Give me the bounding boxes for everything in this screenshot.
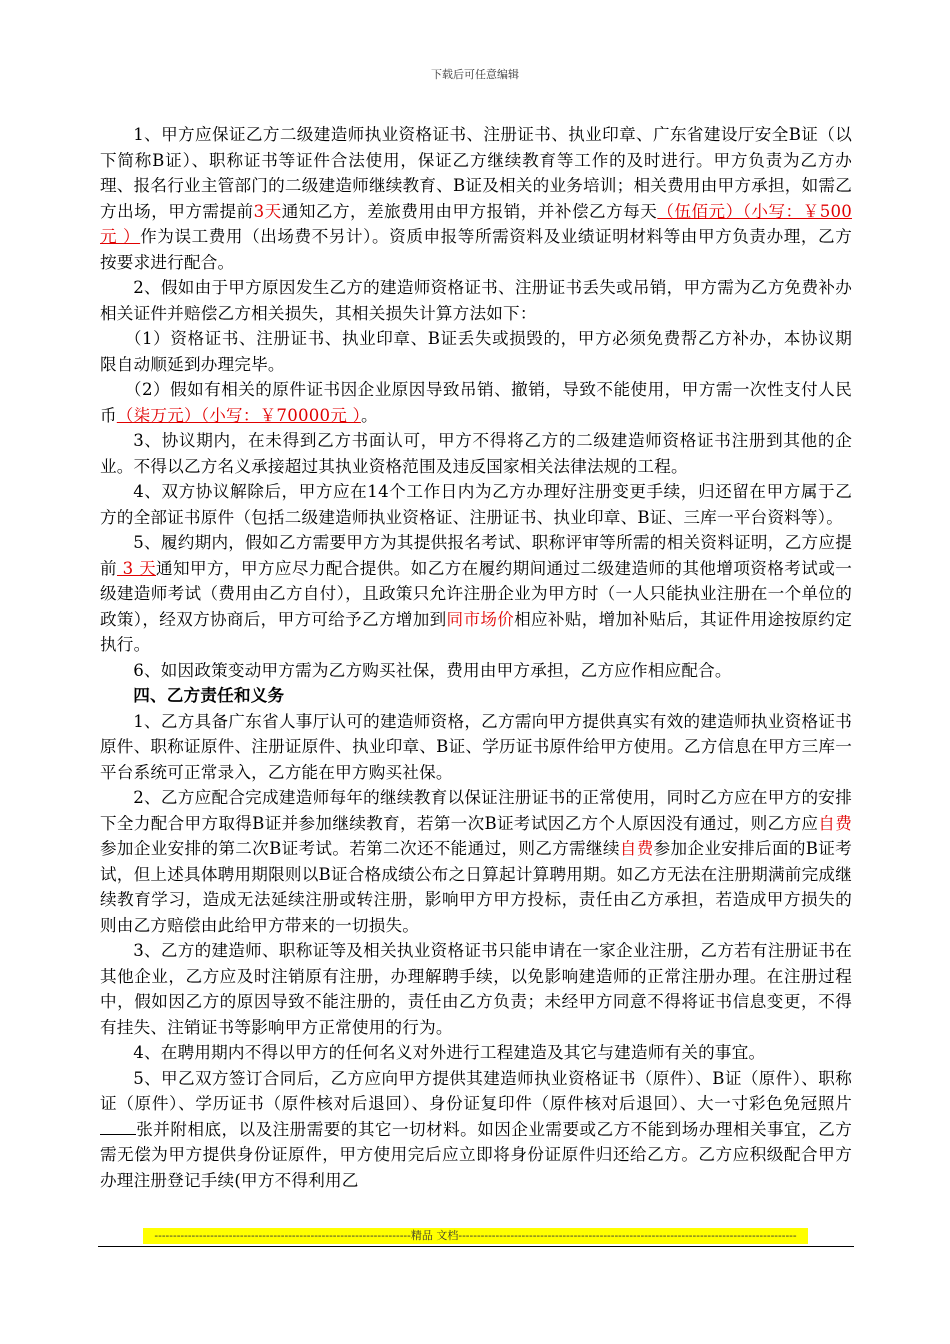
footer-text: 精品 文档 (410, 1229, 459, 1242)
self-paid-1: 自费 (818, 813, 852, 833)
page-header: 下载后可任意编辑 (431, 68, 519, 81)
clause-1: 1、甲方应保证乙方二级建造师执业资格证书、注册证书、执业印章、广东省建设厅安全B证（以下简称B证）、职称证书等证件合法使用，保证乙方继续教育等工作的及时进行。甲方负责为乙方办理、报名行业主管部门的二级建造师继续教育、B证及相关的业务培训；相关费用由甲方承担，如需乙方出场，甲方需提前3天通知乙方，差旅费用由甲方报销，并补偿乙方每天（伍佰元）（小写：￥500元 ）作为误工费用（出场费不另计）。资质申报等所需资料及业绩证明材料等由甲方负责办理，乙方按要求进行配合。 (100, 125, 852, 272)
market-price: 同市场价 (446, 609, 515, 629)
duty-1: 1、乙方具备广东省人事厅认可的建造师资格，乙方需向甲方提供真实有效的建造师执业资格证书原件、职称证原件、注册证原件、执业印章、B证、学历证书原件给甲方使用。乙方信息在甲方三库一平台系统可正常录入，乙方能在甲方购买社保。 (100, 711, 852, 782)
duty-3: 3、乙方的建造师、职称证等及相关执业资格证书只能申请在一家企业注册，乙方若有注册证书在其他企业，乙方应及时注销原有注册，办理解聘手续，以免影响建造师的正常注册办理。在注册过程中，假如因乙方的原因导致不能注册的，责任由乙方负责；未经甲方同意不得将证书信息变更，不得有挂失、注销证书等影响甲方正常使用的行为。 (100, 941, 852, 1037)
footer-banner: ---------------------------------------------------------------------精品 文档------------------------------------------------------------------------------------------- (143, 1228, 808, 1244)
section-4-title: 四、乙方责任和义务 (133, 685, 285, 705)
self-paid-2: 自费 (619, 839, 654, 858)
clause-2-sub-1: （1）资格证书、注册证书、执业印章、B证丢失或损毁的，甲方必须免费帮乙方补办，本协议期限自动顺延到办理完毕。 (100, 329, 852, 374)
footer-rule (98, 1246, 854, 1247)
document-body (100, 122, 852, 1193)
compensation-amount: （柒万元）（小写：￥70000元 ） (116, 405, 361, 425)
notice-days: 3天 (253, 201, 282, 221)
clause-5: 5、履约期内，假如乙方需要甲方为其提供报名考试、职称评审等所需的相关资料证明，乙方应提前 3 天通知甲方，甲方应尽力配合提供。如乙方在履约期间通过二级建造师的其他增项资格考试或一级建造师考试（费用由乙方自付），且政策只允许注册企业为甲方时（一人只能执业注册在一个单位的政策），经双方协商后，甲方可给予乙方增加到同市场价相应补贴，增加补贴后，其证件用途按原约定执行。 (100, 533, 852, 654)
duty-4: 4、在聘用期内不得以甲方的任何名义对外进行工程建造及其它与建造师有关的事宜。 (133, 1043, 766, 1062)
photo-count-blank (100, 1118, 136, 1135)
notice-days-2: 3 天 (116, 558, 157, 578)
clause-3: 3、协议期内，在未得到乙方书面认可，甲方不得将乙方的二级建造师资格证书注册到其他的企业。不得以乙方名义承接超过其执业资格范围及违反国家相关法律法规的工程。 (100, 431, 852, 476)
clause-2: 2、假如由于甲方原因发生乙方的建造师资格证书、注册证书丢失或吊销，甲方需为乙方免费补办相关证件并赔偿乙方相关损失，其相关损失计算方法如下： (100, 278, 852, 323)
clause-2-sub-2: （2）假如有相关的原件证书因企业原因导致吊销、撤销，导致不能使用，甲方需一次性支付人民币（柒万元）（小写：￥70000元 ）。 (100, 380, 852, 425)
clause-4: 4、双方协议解除后，甲方应在14个工作日内为乙方办理好注册变更手续，归还留在甲方属于乙方的全部证书原件（包括二级建造师执业资格证、注册证书、执业印章、B证、三库一平台资料等）。 (100, 482, 852, 527)
duty-5: 5、甲乙双方签订合同后，乙方应向甲方提供其建造师执业资格证书（原件）、B证（原件）、职称证（原件）、学历证书（原件核对后退回）、身份证复印件（原件核对后退回）、大一寸彩色免冠照片张并附相底，以及注册需要的其它一切材料。如因企业需要或乙方不能到场办理相关事宜，乙方需无偿为甲方提供身份证原件，甲方使用完后应立即将身份证原件归还给乙方。乙方应积级配合甲方办理注册登记手续(甲方不得利用乙 (100, 1068, 852, 1190)
duty-2: 2、乙方应配合完成建造师每年的继续教育以保证注册证书的正常使用，同时乙方应在甲方的安排下全力配合甲方取得B证并参加继续教育，若第一次B证考试因乙方个人原因没有通过，则乙方应自费参加企业安排的第二次B证考试。若第二次还不能通过，则乙方需继续自费参加企业安排后面的B证考试，但上述具体聘用期限则以B证合格成绩公布之日算起计算聘用期。如乙方无法在注册期满前完成继续教育学习，造成无法延续注册或转注册，影响甲方甲方投标，责任由乙方承担，若造成甲方损失的则由乙方赔偿由此给甲方带来的一切损失。 (100, 788, 852, 935)
daily-fee: （伍佰元）（小写：￥500元 ） (100, 201, 852, 246)
clause-6: 6、如因政策变动甲方需为乙方购买社保，费用由甲方承担，乙方应作相应配合。 (133, 660, 732, 680)
